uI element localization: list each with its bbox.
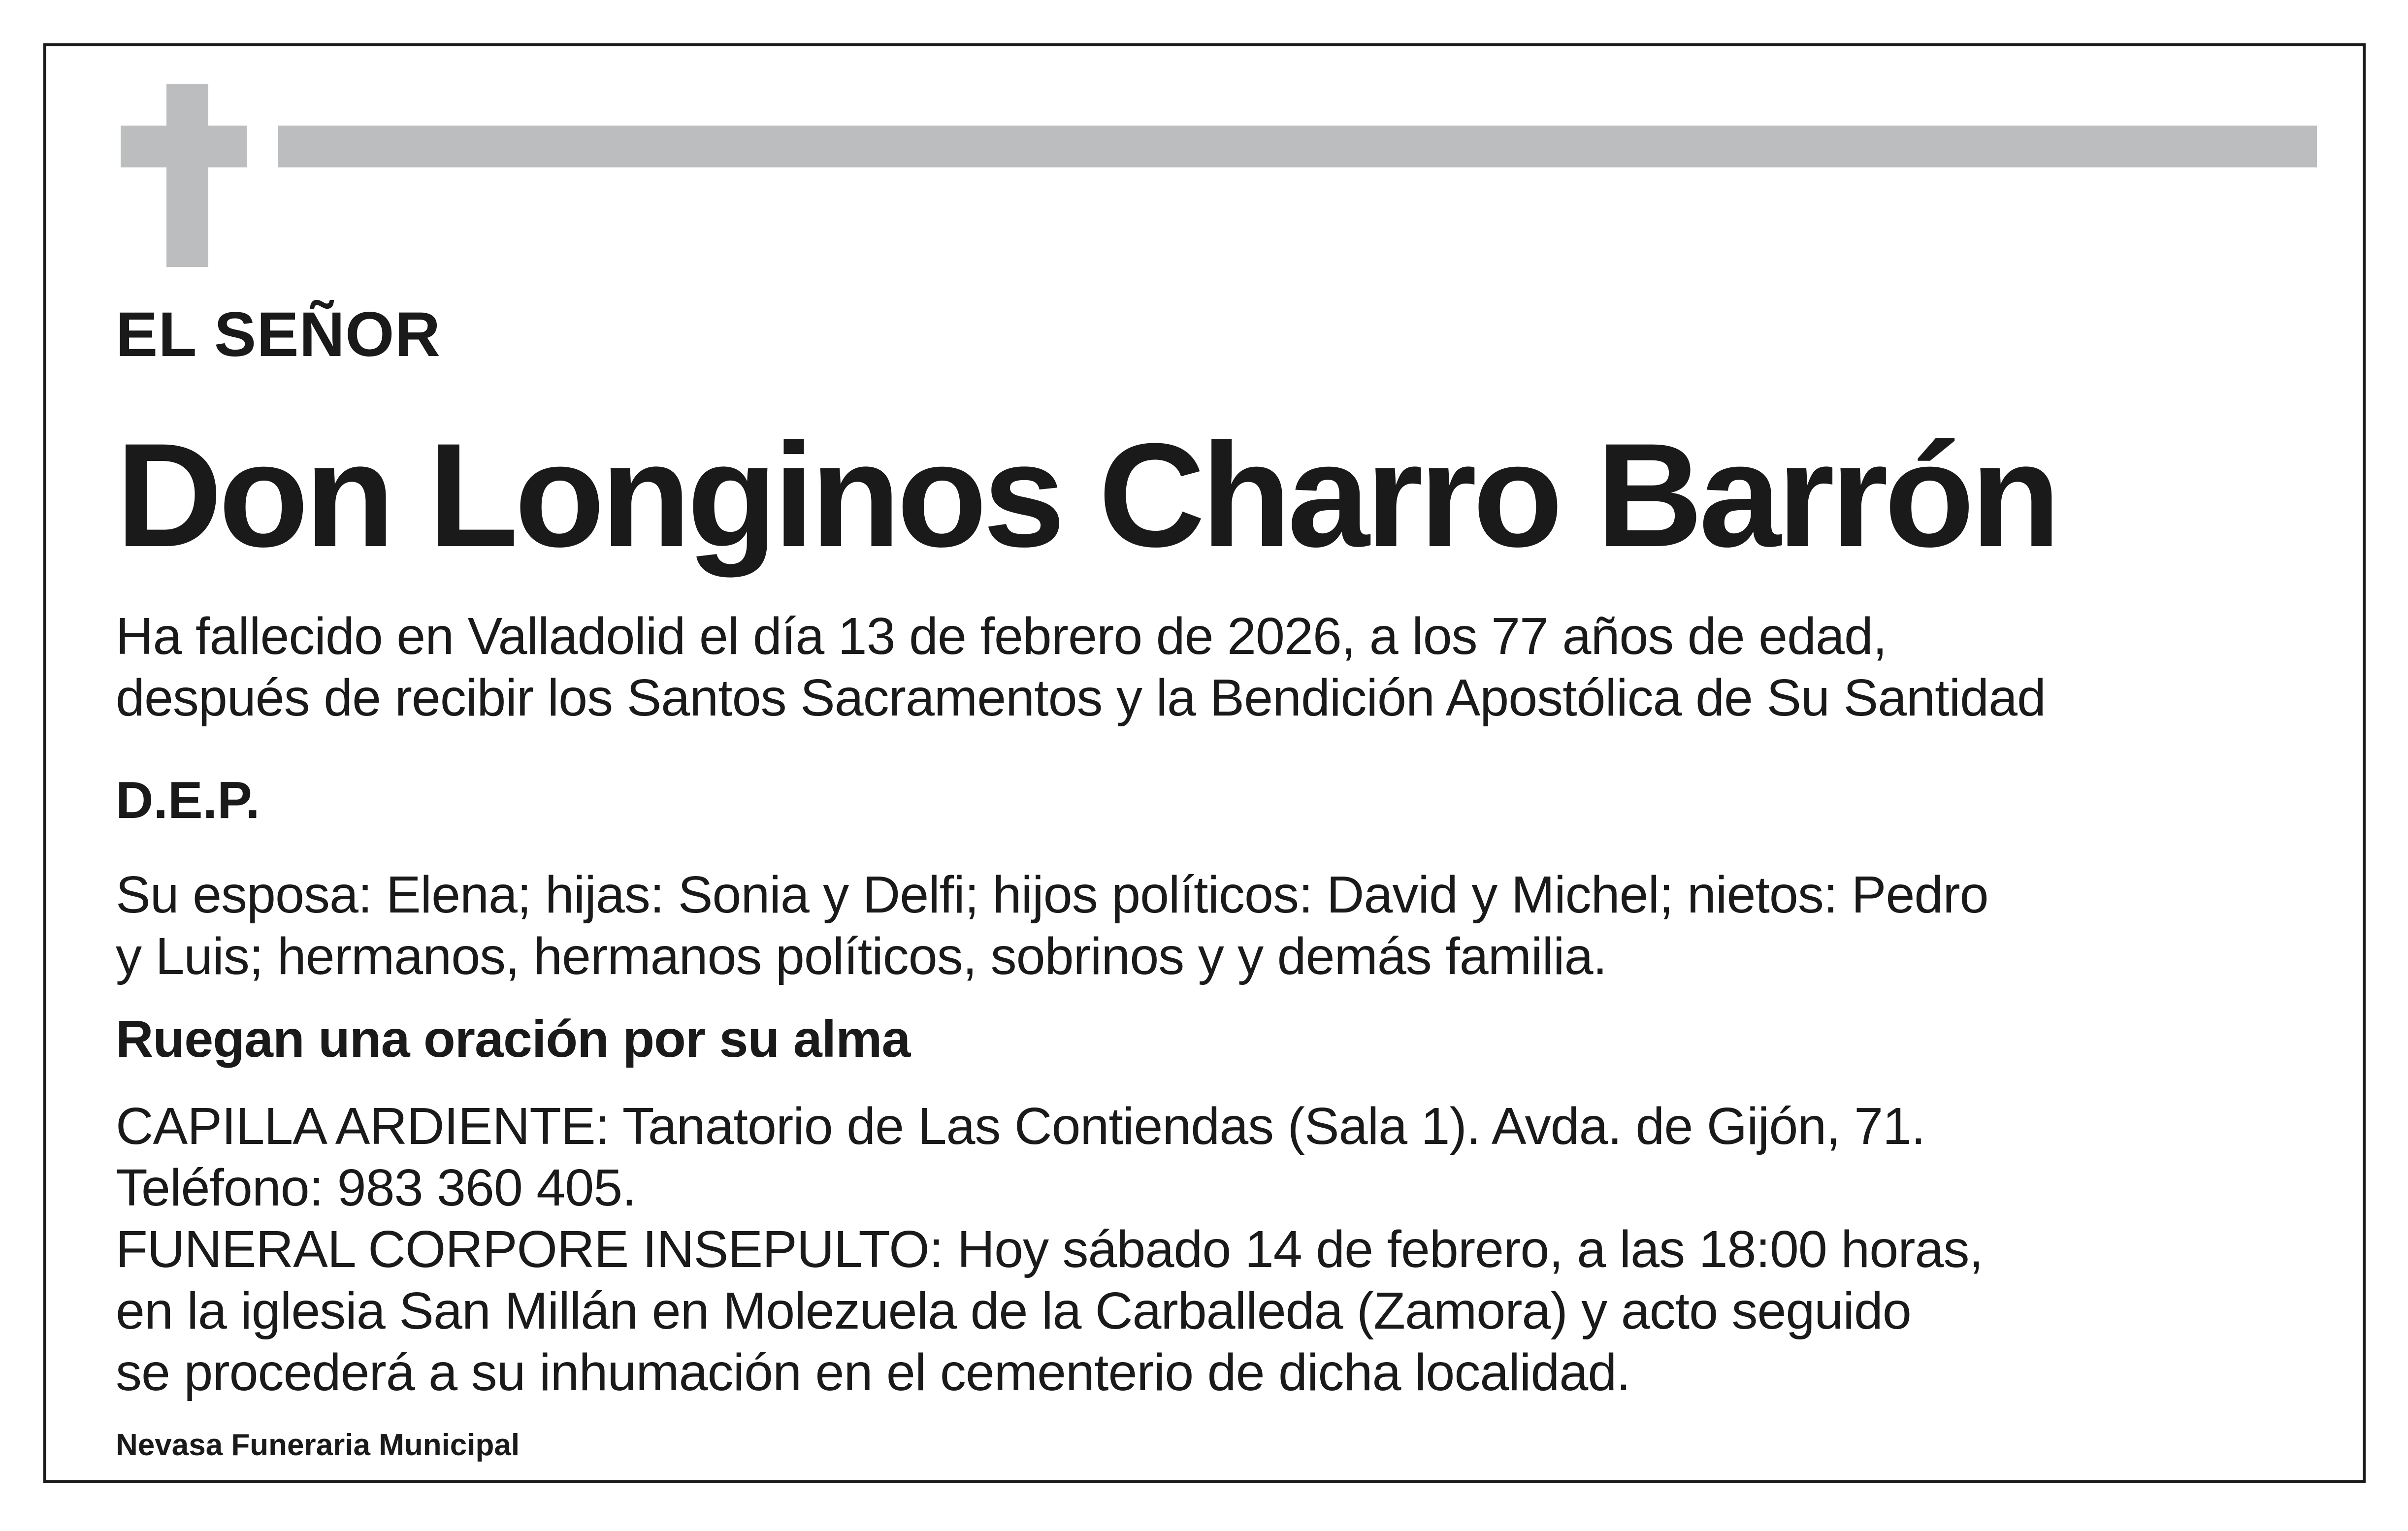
cross-vertical-bar — [166, 84, 208, 267]
chapel-line: Teléfono: 983 360 405. — [116, 1159, 636, 1217]
family-line: Su esposa: Elena; hijas: Sonia y Delfi; hijos políticos: David y Michel; nietos: Pedro — [116, 866, 1988, 924]
cross-horizontal-bar — [121, 126, 247, 167]
announcement-line: Ha fallecido en Valladolid el día 13 de febrero de 2026, a los 77 años de edad, — [116, 607, 1887, 665]
chapel-line: CAPILLA ARDIENTE: Tanatorio de Las Contiendas (Sala 1). Avda. de Gijón, 71. — [116, 1097, 1925, 1155]
funeral-line: se procederá a su inhumación en el cementerio de dicha localidad. — [116, 1343, 1630, 1401]
funeral-line: FUNERAL CORPORE INSEPULTO: Hoy sábado 14 de febrero, a las 18:00 horas, — [116, 1220, 1983, 1278]
death-announcement — [116, 606, 2046, 729]
funeral-line: en la iglesia San Millán en Molezuela de la Carballeda (Zamora) y acto seguido — [116, 1282, 1911, 1340]
header-rule — [278, 126, 2317, 167]
chapel-details — [116, 1096, 1925, 1219]
funeral-details — [116, 1219, 1983, 1403]
dep-label: D.E.P. — [116, 771, 260, 829]
family-line: y Luis; hermanos, hermanos políticos, sobrinos y y demás familia. — [116, 927, 1607, 985]
deceased-name: Don Longinos Charro Barrón — [116, 412, 2057, 578]
family-list — [116, 864, 1988, 987]
honorific-title: EL SEÑOR — [116, 299, 441, 370]
announcement-line: después de recibir los Santos Sacramentos y la Bendición Apostólica de Su Santidad — [116, 669, 2046, 727]
prayer-request: Ruegan una oración por su alma — [116, 1010, 911, 1068]
funeral-home-name: Nevasa Funeraria Municipal — [116, 1428, 520, 1462]
